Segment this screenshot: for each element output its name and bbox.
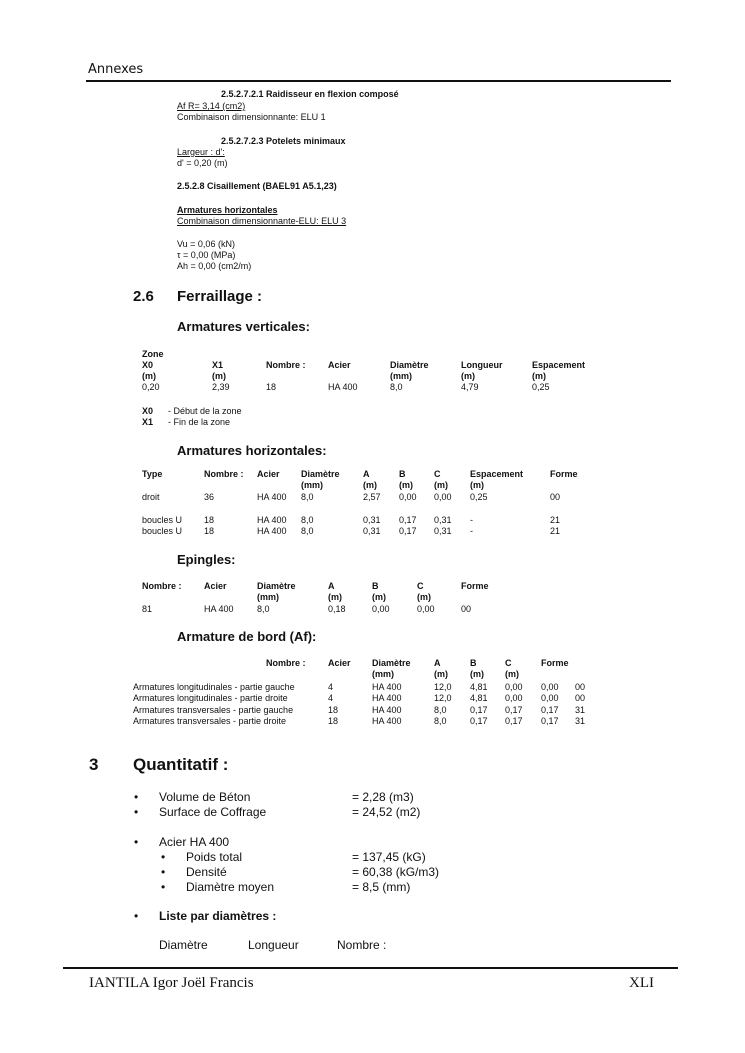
section-2-6-title: Ferraillage :	[177, 288, 263, 305]
combinaison-elu3	[177, 216, 346, 227]
bullet-volume: •	[134, 790, 139, 804]
verticales-cell: 2,39	[212, 382, 230, 392]
epingles-header-5: C	[417, 581, 424, 591]
section-3-number: 3	[89, 755, 99, 774]
bord-cell: 00	[575, 693, 586, 703]
epingles-unit-2: (mm)	[257, 592, 279, 602]
bord-unit-5: (m)	[505, 669, 519, 679]
horizontales-cell: HA 400	[257, 515, 287, 525]
horizontales-cell: 0,31	[363, 515, 381, 525]
bord-cell: 4,81	[470, 693, 488, 703]
densite-value: = 60,38 (kG/m3)	[352, 865, 440, 879]
horizontales-header-4: A	[363, 469, 370, 479]
horizontales-cell: 18	[204, 526, 215, 536]
diametre-moyen-value: = 8,5 (mm)	[352, 880, 411, 894]
bord-cell: HA 400	[372, 705, 402, 715]
horizontales-cell: 21	[550, 526, 561, 536]
horizontales-header-7: Espacement	[470, 469, 524, 479]
verticales-header-6: Espacement	[532, 360, 586, 370]
horizontales-cell: droit	[142, 492, 160, 502]
bord-cell: Armatures longitudinales - partie gauche	[133, 682, 295, 692]
bord-header-3: A	[434, 658, 441, 668]
bord-cell: 00	[575, 682, 586, 692]
bullet-diametre: •	[161, 880, 166, 894]
horizontales-header-5: B	[399, 469, 406, 479]
bord-cell: 8,0	[434, 716, 447, 726]
verticales-header-1: X1	[212, 360, 224, 370]
horizontales-cell: boucles U	[142, 515, 183, 525]
verticales-zone-label: Zone	[142, 349, 164, 359]
verticales-header-2: Nombre :	[266, 360, 306, 370]
bord-header-5: C	[505, 658, 512, 668]
horizontales-cell: 0,17	[399, 526, 417, 536]
bord-cell: 4,81	[470, 682, 488, 692]
ah-value: Ah = 0,00 (cm2/m)	[177, 261, 252, 271]
horizontales-unit-3: (mm)	[301, 480, 323, 490]
volume-label: Volume de Béton	[159, 790, 251, 804]
epingles-cell: 0,00	[417, 604, 435, 614]
bord-header-6: Forme	[541, 658, 569, 668]
horizontales-header-2: Acier	[257, 469, 280, 479]
section-2-6-number: 2.6	[133, 288, 154, 305]
horizontales-cell: -	[470, 526, 473, 536]
bord-title: Armature de bord (Af):	[177, 629, 317, 644]
liste-col-nombre: Nombre :	[337, 938, 387, 952]
epingles-header-1: Acier	[204, 581, 227, 591]
cisaillement-heading: 2.5.2.8 Cisaillement (BAEL91 A5.1,23)	[177, 181, 337, 191]
verticales-unit-6: (m)	[532, 371, 546, 381]
bord-cell: 0,17	[505, 716, 523, 726]
verticales-cell: 4,79	[461, 382, 479, 392]
bord-cell: HA 400	[372, 693, 402, 703]
horizontales-cell: -	[470, 515, 473, 525]
armatures-horizontales-label: Armatures horizontales	[177, 205, 278, 215]
epingles-unit-5: (m)	[417, 592, 431, 602]
bullet-surface: •	[134, 805, 139, 819]
legend-x1-key: X1	[142, 417, 154, 427]
epingles-header-3: A	[328, 581, 335, 591]
horizontales-cell: 0,31	[434, 526, 452, 536]
bord-cell: 0,17	[505, 705, 523, 715]
vu-value: Vu = 0,06 (kN)	[177, 239, 235, 249]
bord-cell: 0,00	[541, 682, 559, 692]
verticales-cell: 8,0	[390, 382, 403, 392]
epingles-cell: 0,00	[372, 604, 390, 614]
horizontales-cell: 8,0	[301, 492, 314, 502]
horizontales-header-6: C	[434, 469, 441, 479]
acier-label: Acier HA 400	[159, 835, 230, 849]
bullet-acier: •	[134, 835, 139, 849]
legend-x0-text: - Début de la zone	[168, 406, 242, 416]
raidisseur-af: Af R= 3,14 (cm2)	[177, 101, 246, 111]
bord-cell: 18	[328, 705, 339, 715]
bord-cell: 31	[575, 705, 586, 715]
bord-cell: 12,0	[434, 693, 452, 703]
horizontales-header-3: Diamètre	[301, 469, 340, 479]
potelets-d: d' = 0,20 (m)	[177, 158, 228, 168]
horizontales-header-8: Forme	[550, 469, 578, 479]
verticales-header-0: X0	[142, 360, 154, 370]
liste-col-diametre: Diamètre	[159, 938, 208, 952]
horizontales-cell: 8,0	[301, 515, 314, 525]
epingles-header-6: Forme	[461, 581, 489, 591]
legend-x1-text: - Fin de la zone	[168, 417, 231, 427]
verticales-unit-0: (m)	[142, 371, 156, 381]
epingles-title: Epingles:	[177, 552, 236, 567]
densite-label: Densité	[186, 865, 227, 879]
horizontales-cell: 0,25	[470, 492, 488, 502]
bord-cell: 12,0	[434, 682, 452, 692]
horizontales-cell: 2,57	[363, 492, 381, 502]
surface-label: Surface de Coffrage	[159, 805, 267, 819]
bord-header-2: Diamètre	[372, 658, 411, 668]
epingles-cell: HA 400	[204, 604, 234, 614]
footer-page-number: XLI	[629, 975, 654, 991]
horizontales-cell: 0,00	[434, 492, 452, 502]
bord-cell: 0,00	[541, 693, 559, 703]
liste-col-longueur: Longueur	[248, 938, 299, 952]
poids-value: = 137,45 (kG)	[352, 850, 426, 864]
horizontales-header-1: Nombre :	[204, 469, 244, 479]
bord-unit-4: (m)	[470, 669, 484, 679]
potelets-largeur: Largeur : d':	[177, 147, 225, 157]
footer-author: IANTILA Igor Joël Francis	[89, 975, 254, 991]
epingles-cell: 0,18	[328, 604, 346, 614]
verticales-cell: 18	[266, 382, 277, 392]
epingles-unit-4: (m)	[372, 592, 386, 602]
epingles-header-4: B	[372, 581, 379, 591]
legend-x0-key: X0	[142, 406, 154, 416]
page-header-title: Annexes	[88, 62, 144, 77]
verticales-unit-4: (mm)	[390, 371, 412, 381]
bord-header-4: B	[470, 658, 477, 668]
poids-label: Poids total	[186, 850, 243, 864]
bullet-liste: •	[134, 909, 139, 923]
volume-value: = 2,28 (m3)	[352, 790, 414, 804]
bord-cell: 0,17	[470, 705, 488, 715]
epingles-cell: 8,0	[257, 604, 270, 614]
bord-cell: Armatures longitudinales - partie droite	[133, 693, 288, 703]
combinaison-value: ELU 3	[321, 216, 347, 226]
bord-cell: HA 400	[372, 716, 402, 726]
bord-cell: 31	[575, 716, 586, 726]
bord-cell: 0,17	[541, 716, 559, 726]
combinaison-label: Combinaison dimensionnante-ELU:	[177, 216, 322, 226]
bord-cell: 8,0	[434, 705, 447, 715]
verticales-unit-5: (m)	[461, 371, 475, 381]
verticales-header-5: Longueur	[461, 360, 503, 370]
verticales-cell: HA 400	[328, 382, 358, 392]
horizontales-cell: 21	[550, 515, 561, 525]
epingles-header-0: Nombre :	[142, 581, 182, 591]
verticales-cell: 0,20	[142, 382, 160, 392]
horizontales-cell: 0,17	[399, 515, 417, 525]
horizontales-unit-4: (m)	[363, 480, 377, 490]
bord-cell: 0,17	[470, 716, 488, 726]
bord-unit-3: (m)	[434, 669, 448, 679]
horizontales-cell: 0,00	[399, 492, 417, 502]
header-rule	[86, 80, 671, 82]
horizontales-cell: 36	[204, 492, 215, 502]
tau-value: τ = 0,00 (MPa)	[177, 250, 236, 260]
epingles-cell: 81	[142, 604, 153, 614]
epingles-cell: 00	[461, 604, 472, 614]
bord-cell: 0,00	[505, 693, 523, 703]
footer-rule	[63, 967, 678, 969]
section-3-title: Quantitatif :	[133, 755, 229, 774]
horizontales-cell: 8,0	[301, 526, 314, 536]
horizontales-cell: 0,31	[434, 515, 452, 525]
bord-cell: HA 400	[372, 682, 402, 692]
surface-value: = 24,52 (m2)	[352, 805, 421, 819]
verticales-header-4: Diamètre	[390, 360, 429, 370]
bord-unit-2: (mm)	[372, 669, 394, 679]
verticales-title: Armatures verticales:	[177, 319, 310, 334]
bord-cell: 18	[328, 716, 339, 726]
potelets-heading: 2.5.2.7.2.3 Potelets minimaux	[221, 136, 346, 146]
horizontales-cell: HA 400	[257, 492, 287, 502]
verticales-header-3: Acier	[328, 360, 351, 370]
raidisseur-combinaison: Combinaison dimensionnante: ELU 1	[177, 112, 326, 122]
horizontales-unit-6: (m)	[434, 480, 448, 490]
horizontales-title: Armatures horizontales:	[177, 443, 327, 458]
bullet-densite: •	[161, 865, 166, 879]
bord-header-1: Acier	[328, 658, 351, 668]
horizontales-header-0: Type	[142, 469, 163, 479]
horizontales-cell: boucles U	[142, 526, 183, 536]
bord-cell: 4	[328, 682, 334, 692]
raidisseur-heading: 2.5.2.7.2.1 Raidisseur en flexion composé	[221, 89, 399, 99]
epingles-header-2: Diamètre	[257, 581, 296, 591]
diametre-moyen-label: Diamètre moyen	[186, 880, 275, 894]
horizontales-cell: 0,31	[363, 526, 381, 536]
bord-cell: Armatures transversales - partie droite	[133, 716, 287, 726]
epingles-unit-3: (m)	[328, 592, 342, 602]
liste-heading: Liste par diamètres :	[159, 909, 277, 923]
bullet-poids: •	[161, 850, 166, 864]
horizontales-unit-5: (m)	[399, 480, 413, 490]
horizontales-unit-7: (m)	[470, 480, 484, 490]
bord-cell: 0,00	[505, 682, 523, 692]
bord-cell: 4	[328, 693, 334, 703]
bord-cell: 0,17	[541, 705, 559, 715]
bord-header-0: Nombre :	[266, 658, 306, 668]
horizontales-cell: 00	[550, 492, 561, 502]
verticales-unit-1: (m)	[212, 371, 226, 381]
horizontales-cell: 18	[204, 515, 215, 525]
horizontales-cell: HA 400	[257, 526, 287, 536]
bord-cell: Armatures transversales - partie gauche	[133, 705, 294, 715]
verticales-cell: 0,25	[532, 382, 550, 392]
